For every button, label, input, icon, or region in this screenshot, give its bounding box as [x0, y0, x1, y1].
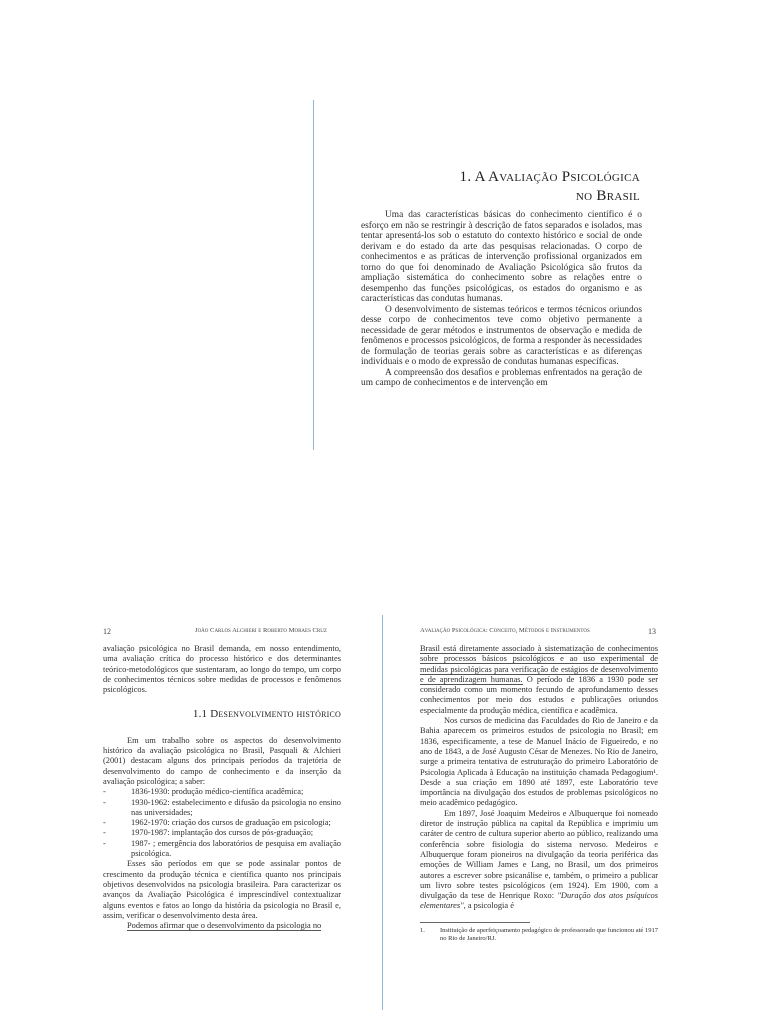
underlined-text: Brasil está diretamente associado à sistematização de conhecimentos sobre processos básicos psicológicos e ao uso experimental de medidas psicológicas para verificação de estágios de desenvolvimento e de aprendizagem humanas.: [420, 644, 658, 684]
footnote-divider: [420, 922, 530, 923]
list-item: - 1970-1987: implantação dos cursos de pós-graduação;: [103, 828, 341, 838]
body-paragraph-underlined: [103, 921, 341, 931]
footnote: [420, 927, 658, 943]
left-page-number: 12: [103, 627, 111, 636]
paragraph-text: Em 1897, José Joaquim Medeiros e Albuquerque foi nomeado diretor de instrução pública na capital da República e imprimiu um caráter de centro de cultura superior aberto ao público, realizando uma conferência sobre fisiologia do sistema nervoso. Medeiros e Albuquerque foram pioneiros na divulgação da teoria periférica das emoções de William James e Lang, no Brasil, um dos primeiros autores a escrever sobre psicanálise e, também, o primeiro a publicar um livro sobre testes psicológicos (em 1924). Em 1900, com a divulgação da tese de Henrique Roxo:: [420, 808, 658, 901]
top-margin-guide-line: [313, 100, 314, 450]
chapter-title: [360, 168, 640, 206]
continued-paragraph: [420, 644, 658, 716]
list-item: - 1836-1930: produção médico-científica acadêmica;: [103, 787, 341, 797]
chapter-intro-text: [361, 210, 642, 389]
left-page-body: [103, 644, 341, 931]
right-page-number: 13: [648, 627, 656, 636]
section-title: 1.1 Desenvolvimento histórico: [192, 708, 341, 721]
list-item: - 1962-1970: criação dos cursos de graduação em psicologia;: [103, 818, 341, 828]
right-page-body: [420, 644, 658, 943]
intro-paragraph: A compreensão dos desafios e problemas enfrentados na geração de um campo de conhecimentos e de intervenção em: [361, 367, 642, 388]
body-paragraph: Nos cursos de medicina das Faculdades do Rio de Janeiro e da Bahia aparecem os primeiros estudos de psicologia no Brasil; em 1836, especificamente, a tese de Manuel Inácio de Figueiredo, e no ano de 1843, a de José Augusto César de Menezes. No Rio de Janeiro, surge a primeira tentativa de estruturação do primeiro Laboratório de Psicologia Aplicada à Educação na instituição chamada Pedagogium¹. Desde a sua criação em 1890 até 1897, este Laboratório teve importância na divulgação dos estudos de problemas psicológicos no meio acadêmico pedagógico.: [420, 716, 658, 808]
body-paragraph: [420, 809, 658, 912]
footnote-number: 1.: [420, 926, 425, 934]
body-paragraph: Esses são períodos em que se pode assinalar pontos de crescimento da produção técnica e científica quanto nos principais objetivos desenvolvidos na psicologia brasileira. Para caracterizar os avanços da Avaliação Psicológica é imprescindível contextualizar alguns eventos e fatos ao longo da história da psicologia no Brasil e, assim, verificar o desenvolvimento desta área.: [103, 859, 341, 920]
list-item: - 1987- ; emergência dos laboratórios de pesquisa em avaliação psicológica.: [103, 839, 341, 860]
underlined-text: Podemos afirmar que o desenvolvimento da psicologia no: [127, 921, 322, 931]
footnote-text: Instituição de aperfeiçoamento pedagógico de professorado que funcionou até 1917 no Rio de Janeiro/RJ.: [440, 926, 658, 942]
body-paragraph: Em um trabalho sobre os aspectos do desenvolvimento histórico da avaliação psicológica no Brasil, Pasquali & Alchieri (2001) destacam alguns dos principais períodos da trajetória de desenvolvimento do campo de conhecimento e da inserção da avaliação psicológica; a saber:: [103, 735, 341, 786]
periods-list: [103, 787, 341, 859]
opening-paragraph: avaliação psicológica no Brasil demanda, em nosso entendimento, uma avaliação crítica do processo histórico e dos determinantes teórico-metodológicos que sustentaram, ao longo do tempo, um corpo de conhecimentos técnicos sobre medidas de processos e fenômenos psicológicos.: [103, 644, 341, 695]
intro-paragraph: Uma das características básicas do conhecimento científico é o esforço em não se restringir à descrição de fatos separados e isolados, mas tentar apresentá-los sob o estatuto do contexto histórico e social de onde derivam e do estado da arte das pesquisas relacionadas. O corpo de conhecimentos e as práticas de intervenção profissional organizados em torno do que foi denominado de Avaliação Psicológica são frutos da ampliação sistemática do conhecimento sobre as relações entre o desempenho das funções psicológicas, os estados do organismo e as características das condutas humanas.: [361, 210, 642, 304]
chapter-title-line-2: no Brasil: [575, 188, 640, 204]
left-running-head: João Carlos Alchieri e Roberto Moraes Cruz: [195, 627, 327, 634]
chapter-title-line-1: 1. A Avaliação Psicológica: [459, 169, 640, 185]
right-running-head: Avaliação Psicológica: Conceito, Métodos e Instrumentos: [420, 627, 590, 634]
thesis-title: "Duração dos atos psíquicos elementares": [420, 891, 659, 911]
list-item: - 1930-1962: estabelecimento e difusão da psicologia no ensino nas universidades;: [103, 798, 341, 819]
spread-gutter-guide-line: [382, 615, 383, 1010]
paragraph-text: , a psicologia é: [463, 901, 514, 911]
paragraph-text: O período de 1836 a 1930 pode ser considerado como um momento fecundo de aprofundamento desses conhecimentos por meio dos estudos e publicações oriundos especialmente da produção médica, científica e acadêmica.: [420, 674, 658, 715]
intro-paragraph: O desenvolvimento de sistemas teóricos e termos técnicos oriundos desse corpo de conhecimentos teve como objetivo permanente a necessidade de gerar métodos e instrumentos de observação e medida de fenômenos e processos psicológicos, de forma a responder às necessidades de formulação de teorias gerais sobre as características e as diferenças individuais e o modo de expressão de condutas humanas específicas.: [361, 304, 642, 367]
